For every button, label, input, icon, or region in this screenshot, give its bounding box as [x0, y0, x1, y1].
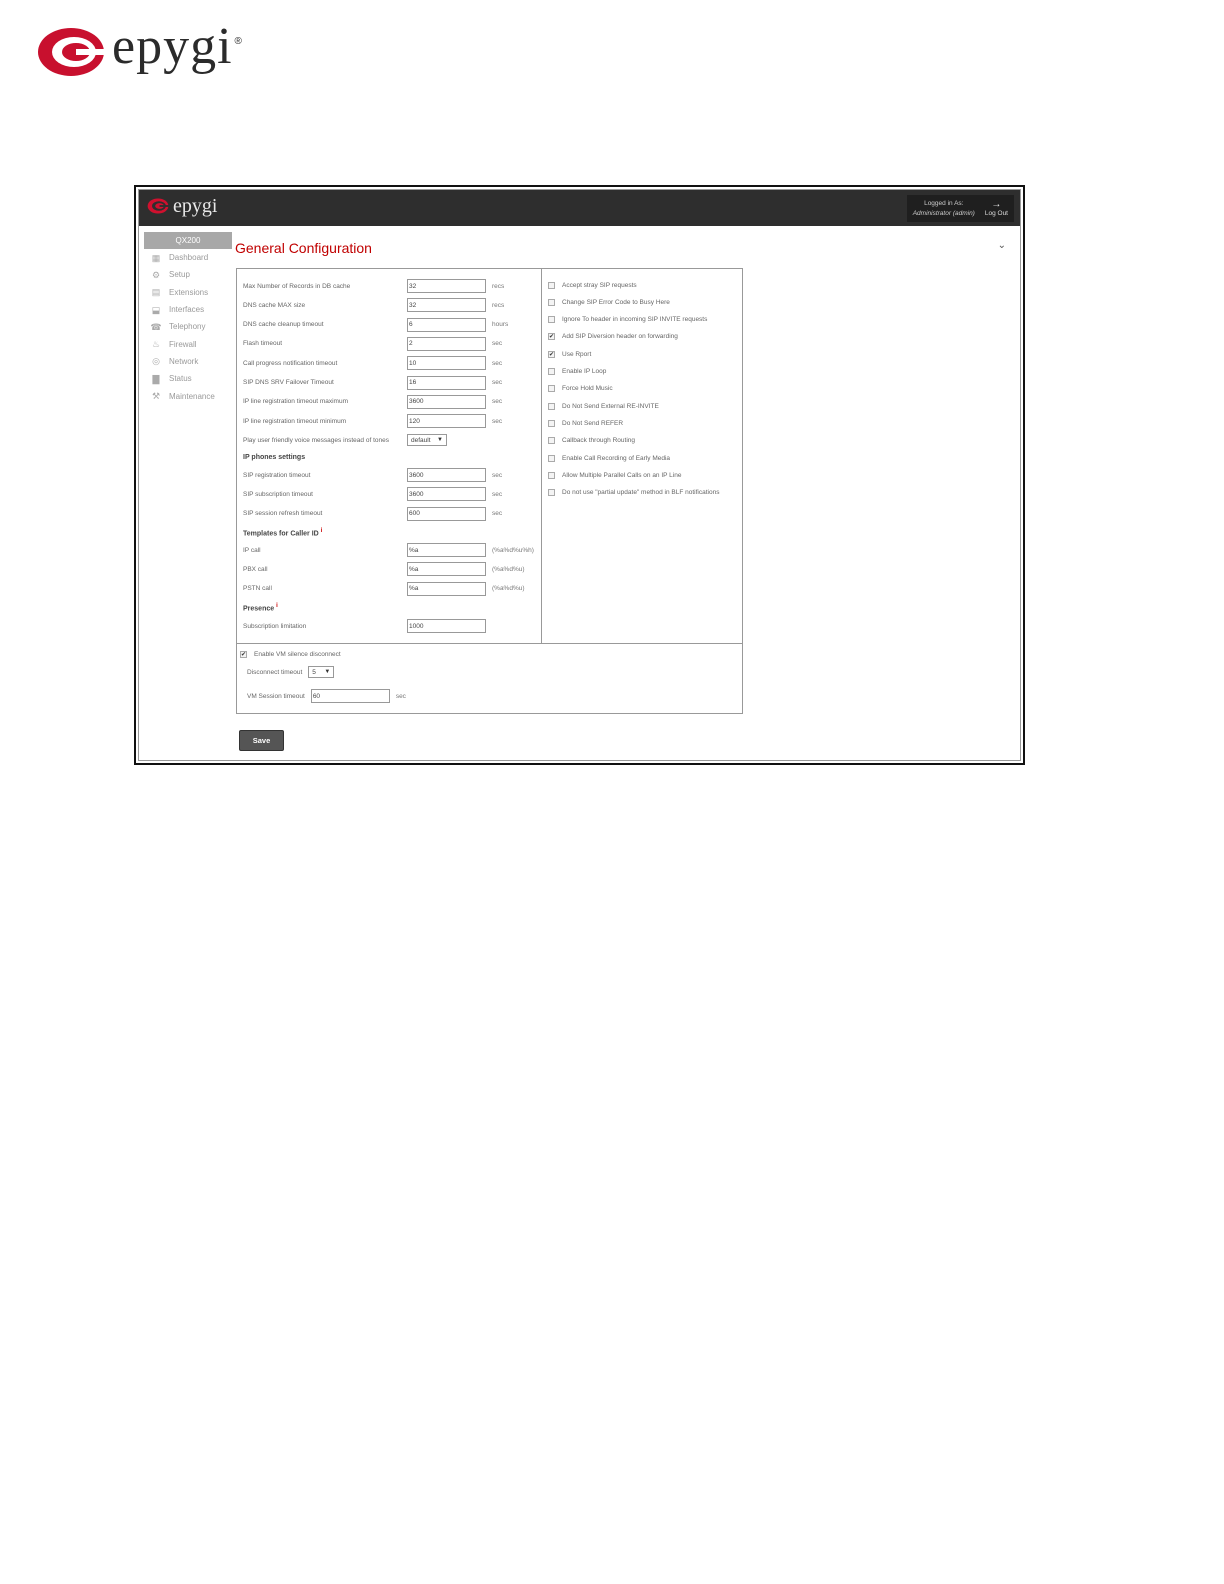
checkbox-row[interactable] [548, 279, 637, 291]
field-row [243, 279, 504, 293]
field-unit: (%a%d%u%h) [492, 546, 534, 554]
checkbox-label: Enable IP Loop [562, 368, 607, 375]
checkbox-row[interactable] [548, 331, 678, 343]
sidebar-item-interfaces[interactable] [144, 301, 232, 318]
logged-in-label: Logged in As: [924, 199, 964, 207]
phone-icon: ☎ [150, 321, 162, 332]
field-label: VM Session timeout [247, 692, 305, 700]
dropdown-arrow-icon: ▼ [437, 437, 443, 443]
checkbox-row[interactable] [548, 417, 623, 429]
checkbox-label: Change SIP Error Code to Busy Here [562, 298, 670, 306]
sidebar-item-label: Interfaces [169, 305, 205, 315]
info-icon[interactable]: i [320, 528, 323, 534]
checkbox-row[interactable] [548, 452, 670, 464]
disconnect-timeout-select[interactable] [308, 666, 334, 678]
section-title: Presence [243, 605, 275, 613]
app-brand[interactable] [147, 196, 217, 216]
checkbox-row[interactable] [548, 435, 635, 447]
logo-wordmark: epygi [112, 18, 233, 75]
checkbox-label: Ignore To header in incoming SIP INVITE requests [562, 316, 708, 324]
sidebar-item-label: Setup [169, 270, 190, 280]
checkbox[interactable] [548, 299, 555, 306]
field-unit: sec [492, 490, 503, 498]
sidebar-item-label: Telephony [169, 322, 206, 332]
checkbox-label: Enable Call Recording of Early Media [562, 454, 671, 462]
sidebar-item-maintenance[interactable] [144, 387, 232, 404]
epygi-swoosh-icon [147, 197, 169, 215]
chevron-down-icon[interactable]: ⌄ [997, 240, 1006, 251]
checkbox[interactable] [548, 420, 555, 427]
checkbox[interactable] [548, 472, 555, 479]
info-icon[interactable]: i [276, 603, 278, 609]
field-unit: sec [492, 417, 503, 425]
bar-chart-icon: ▇ [152, 373, 160, 384]
sidebar-item-dashboard[interactable] [144, 249, 232, 266]
checkbox-label: Accept stray SIP requests [562, 281, 637, 289]
field-label: Flash timeout [243, 340, 283, 348]
field-row [243, 543, 534, 557]
field-unit: sec [492, 340, 503, 348]
presence-heading [243, 603, 278, 612]
fire-icon: ♨ [151, 339, 161, 350]
checkbox[interactable] [548, 455, 555, 462]
app-brand-wordmark: epygi [173, 195, 218, 217]
select-value: 5 [312, 668, 316, 676]
sidebar-item-setup[interactable] [144, 266, 232, 283]
db-cache-records-input[interactable] [407, 279, 486, 293]
field-unit: (%a%d%u) [492, 585, 525, 593]
checkbox-row[interactable] [548, 383, 613, 395]
field-row [243, 619, 486, 633]
field-row [243, 487, 502, 501]
field-label: DNS cache cleanup timeout [243, 321, 324, 329]
logged-in-user: Administrator (admin) [912, 209, 975, 217]
sip-dns-srv-failover-input[interactable] [407, 376, 486, 390]
field-row [247, 665, 334, 679]
caller-id-heading [243, 528, 322, 537]
vm-silence-checkbox-row[interactable] [240, 648, 341, 660]
login-panel [907, 195, 1014, 222]
save-button[interactable]: Save [239, 730, 284, 751]
field-row [243, 582, 525, 596]
ip-line-reg-max-input[interactable] [407, 395, 486, 409]
checkbox-row[interactable] [548, 366, 606, 378]
field-label: Play user friendly voice messages instead of tones [243, 436, 389, 444]
field-unit: sec [395, 692, 406, 700]
dns-cache-max-input[interactable] [407, 298, 486, 312]
globe-icon: ◎ [152, 356, 160, 367]
gear-icon: ⚙ [151, 269, 161, 280]
field-row [243, 395, 502, 409]
field-label: Disconnect timeout [247, 668, 303, 676]
field-unit: sec [492, 379, 503, 386]
field-row [243, 318, 508, 332]
sidebar-item-label: Extensions [169, 287, 209, 297]
pbx-call-template-input[interactable] [407, 562, 486, 576]
checkbox-row[interactable] [548, 348, 591, 360]
checkbox-label: Do Not Send External RE-INVITE [562, 402, 659, 410]
checkbox-row[interactable] [548, 314, 707, 326]
checkbox[interactable]: ✔ [549, 351, 555, 358]
checkbox-row[interactable] [548, 469, 681, 481]
checkbox[interactable] [548, 316, 555, 323]
logged-in-info [913, 199, 975, 219]
sidebar-item-label: Network [169, 356, 199, 366]
field-label: IP line registration timeout minimum [243, 417, 347, 425]
epygi-swoosh-icon [36, 25, 106, 79]
field-row [243, 298, 504, 312]
field-unit: sec [492, 510, 503, 518]
field-label: Max Number of Records in DB cache [243, 282, 351, 290]
field-label: IP line registration timeout maximum [243, 398, 349, 406]
section-title: Templates for Caller ID [243, 530, 319, 538]
ip-call-template-input[interactable] [407, 543, 486, 557]
field-row [243, 468, 502, 482]
field-label: Subscription limitation [243, 622, 307, 630]
page-title: General Configuration [235, 240, 372, 256]
sidebar-item-firewall[interactable] [144, 335, 232, 352]
field-label: SIP DNS SRV Failover Timeout [243, 379, 334, 386]
config-panel [236, 268, 743, 714]
field-row [243, 356, 502, 370]
wrench-icon: ⚒ [151, 391, 161, 402]
field-unit: (%a%d%u) [492, 565, 525, 573]
field-row [243, 376, 502, 390]
ip-line-reg-min-input[interactable] [407, 414, 486, 428]
sidebar-item-network[interactable] [144, 353, 232, 370]
checkbox[interactable] [548, 385, 555, 392]
field-row [243, 414, 502, 428]
checkbox[interactable] [548, 403, 555, 410]
logout-button[interactable] [985, 200, 1008, 218]
dropdown-arrow-icon: ▼ [324, 669, 331, 675]
field-unit: sec [492, 359, 503, 367]
settings-column [237, 269, 542, 643]
field-unit: recs [492, 282, 505, 290]
checkbox-label: Add SIP Diversion header on forwarding [562, 333, 678, 341]
checkbox[interactable]: ✔ [549, 334, 555, 341]
checkbox-label: Do Not Send REFER [562, 419, 624, 427]
vm-session-timeout-input[interactable] [311, 689, 390, 703]
checkbox[interactable] [548, 437, 555, 444]
epygi-logo [36, 18, 242, 80]
checkbox-row[interactable] [548, 400, 659, 412]
field-label: SIP registration timeout [243, 471, 311, 479]
registered-mark: ® [234, 36, 242, 47]
checkbox-label: Force Hold Music [562, 385, 613, 393]
voice-messages-select[interactable] [407, 434, 447, 446]
field-label: SIP session refresh timeout [243, 510, 323, 518]
vm-settings [237, 643, 742, 713]
sidebar-item-status[interactable] [144, 370, 232, 387]
checkbox-label: Enable VM silence disconnect [254, 650, 341, 658]
field-label: DNS cache MAX size [243, 301, 306, 309]
field-row [243, 433, 447, 447]
field-unit: sec [492, 471, 503, 479]
sidebar-item-label: Status [169, 374, 192, 384]
flash-timeout-input[interactable] [407, 337, 486, 351]
sidebar-item-telephony[interactable] [144, 318, 232, 335]
top-bar [139, 190, 1020, 226]
sidebar-item-label: Maintenance [169, 391, 215, 401]
screenshot-frame [134, 185, 1025, 765]
field-unit: hours [492, 321, 509, 329]
checkbox-label: Do not use "partial update" method in BLF notifications [562, 489, 720, 497]
sip-registration-timeout-input[interactable] [407, 468, 486, 482]
ip-phones-heading [243, 454, 305, 461]
checkbox-label: Allow Multiple Parallel Calls on an IP Line [562, 471, 682, 479]
checkbox[interactable] [548, 489, 555, 496]
section-title: IP phones settings [243, 454, 306, 461]
field-row [247, 689, 406, 703]
field-unit: recs [492, 301, 505, 309]
subscription-limitation-input[interactable] [407, 619, 486, 633]
field-label: Call progress notification timeout [243, 359, 338, 367]
sip-subscription-timeout-input[interactable] [407, 487, 486, 501]
field-row [243, 507, 502, 521]
pstn-call-template-input[interactable] [407, 582, 486, 596]
sip-session-refresh-input[interactable] [407, 507, 486, 521]
logout-label: Log Out [984, 209, 1008, 217]
sidebar-item-label: Dashboard [169, 253, 209, 263]
device-model[interactable]: QX200 [144, 232, 232, 249]
dashboard-icon: ▦ [151, 252, 161, 263]
extensions-icon: ▤ [151, 287, 161, 298]
sidebar [144, 232, 232, 405]
sidebar-item-label: Firewall [169, 339, 197, 349]
checkbox-row[interactable] [548, 296, 670, 308]
interfaces-icon: ⬓ [151, 304, 161, 315]
select-value: default [411, 436, 431, 444]
app-window [138, 189, 1021, 761]
sidebar-item-extensions[interactable] [144, 284, 232, 301]
field-label: PBX call [243, 565, 268, 573]
checkbox[interactable]: ✔ [241, 651, 247, 658]
checkbox[interactable] [548, 368, 555, 375]
field-row [243, 562, 525, 576]
field-row [243, 337, 502, 351]
checkbox-label: Callback through Routing [562, 437, 635, 445]
checkbox-label: Use Rport [562, 350, 592, 358]
dns-cleanup-timeout-input[interactable] [407, 318, 486, 332]
call-progress-timeout-input[interactable] [407, 356, 486, 370]
logout-icon: → [991, 198, 1002, 210]
options-column [542, 269, 742, 643]
checkbox[interactable] [548, 282, 555, 289]
field-label: PSTN call [243, 585, 272, 593]
field-label: SIP subscription timeout [243, 490, 313, 498]
field-label: IP call [243, 546, 261, 554]
field-unit: sec [492, 398, 503, 406]
checkbox-row[interactable] [548, 487, 719, 499]
